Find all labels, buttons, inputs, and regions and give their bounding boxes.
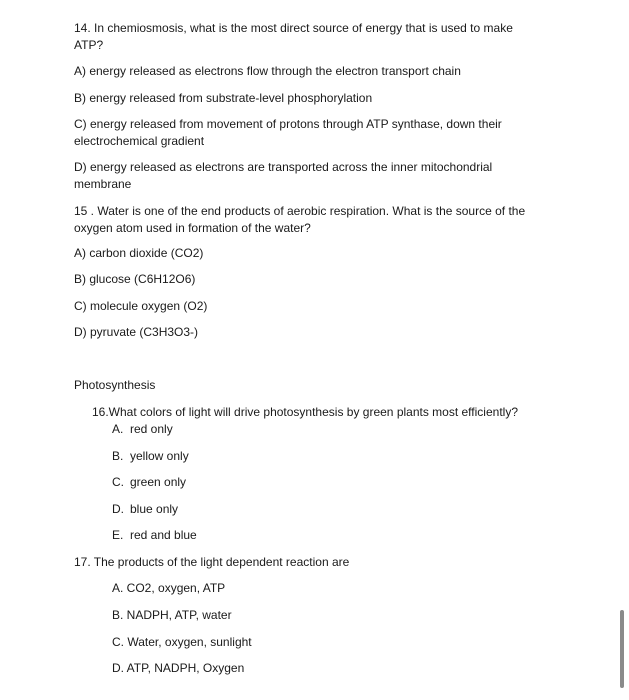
- option-text: red and blue: [130, 528, 197, 542]
- question-17-option-d: D. ATP, NADPH, Oxygen: [112, 661, 245, 675]
- question-14-option-a: A) energy released as electrons flow through the electron transport chain: [74, 64, 461, 78]
- question-14-option-d-line-1: D) energy released as electrons are transported across the inner mitochondrial: [74, 160, 493, 174]
- option-letter: D.: [112, 502, 124, 516]
- question-15-text-line-1: 15 . Water is one of the end products of aerobic respiration. What is the source of the: [74, 204, 526, 218]
- question-17-option-b: B. NADPH, ATP, water: [112, 608, 232, 622]
- option-text: red only: [130, 422, 173, 436]
- question-14-option-c-line-1: C) energy released from movement of protons through ATP synthase, down their: [74, 117, 502, 131]
- question-15-text-line-2: oxygen atom used in formation of the water?: [74, 221, 311, 235]
- option-letter: B.: [112, 449, 124, 463]
- option-letter: C.: [112, 475, 124, 489]
- option-letter: E.: [112, 528, 124, 542]
- question-14-option-d-line-2: membrane: [74, 177, 132, 191]
- option-text: green only: [130, 475, 187, 489]
- question-16-text: 16.What colors of light will drive photosynthesis by green plants most efficiently?: [92, 405, 518, 419]
- question-14-text-line-1: 14. In chemiosmosis, what is the most direct source of energy that is used to make: [74, 21, 513, 35]
- question-17-text: 17. The products of the light dependent reaction are: [74, 555, 350, 569]
- vertical-scrollbar[interactable]: [620, 610, 624, 688]
- option-text: blue only: [130, 502, 179, 516]
- question-17-option-c: C. Water, oxygen, sunlight: [112, 635, 252, 649]
- question-15-option-a: A) carbon dioxide (CO2): [74, 246, 204, 260]
- question-17-option-a: A. CO2, oxygen, ATP: [112, 581, 226, 595]
- question-14-text-line-2: ATP?: [74, 38, 104, 52]
- question-15-option-d: D) pyruvate (C3H3O3-): [74, 325, 199, 339]
- question-14-option-c-line-2: electrochemical gradient: [74, 134, 205, 148]
- option-text: yellow only: [130, 449, 189, 463]
- option-letter: A.: [112, 422, 124, 436]
- question-15-option-c: C) molecule oxygen (O2): [74, 299, 208, 313]
- question-14-option-b: B) energy released from substrate-level phosphorylation: [74, 91, 373, 105]
- section-heading-photosynthesis: Photosynthesis: [74, 378, 156, 392]
- question-15-option-b: B) glucose (C6H12O6): [74, 272, 196, 286]
